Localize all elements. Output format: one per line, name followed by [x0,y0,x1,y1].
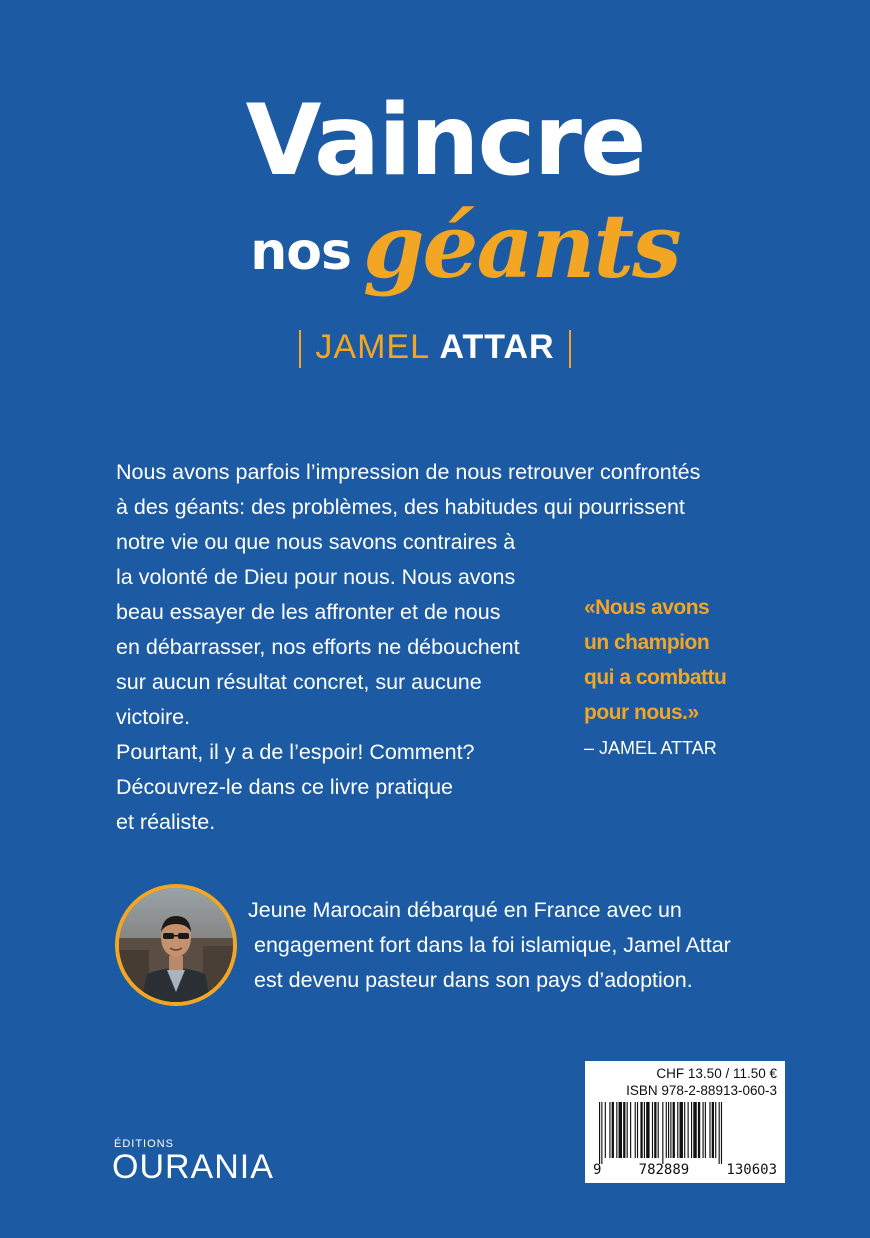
blurb-line: la volonté de Dieu pour nous. Nous avons [116,565,516,589]
barcode-bar [668,1102,669,1158]
blurb-line: Pourtant, il y a de l’espoir! Comment? [116,740,475,764]
bio-line: est devenu pasteur dans son pays d’adoption. [254,968,693,992]
barcode-bar [670,1102,671,1158]
book-title-geants: géants [362,194,680,298]
barcode-bar [635,1102,636,1158]
barcode-bar [599,1102,600,1164]
barcode-bar [627,1102,628,1158]
ean-digit-group2: 130603 [726,1162,777,1178]
ean-digit-lead: 9 [593,1162,602,1178]
barcode-bar [688,1102,689,1158]
barcode-bar [677,1102,678,1158]
barcode-bar [709,1102,710,1158]
barcode-bar [693,1102,696,1158]
publisher-name: OURANIA [112,1148,274,1186]
barcode-bar [680,1102,683,1158]
publisher-label: ÉDITIONS [114,1138,174,1150]
barcode-bar [703,1102,704,1158]
barcode-bar [637,1102,638,1158]
barcode-bar [609,1102,610,1158]
barcode-bar [630,1102,631,1158]
barcode-bar [698,1102,700,1158]
barcode-bar [666,1102,667,1158]
author-first-name: JAMEL [315,328,430,366]
barcode-bar [719,1102,720,1164]
isbn-text: ISBN 978-2-88913-060-3 [626,1083,777,1098]
author-name [0,326,870,368]
barcode-bar [652,1102,653,1158]
barcode-bar [623,1102,625,1158]
blurb-line: beau essayer de les affronter et de nous [116,600,501,624]
blurb-line: Découvrez-le dans ce livre pratique [116,775,453,799]
price-text: CHF 13.50 / 11.50 € [656,1066,777,1081]
pull-quote-attribution: – JAMEL ATTAR [584,738,717,758]
quote-line: pour nous.» [584,701,699,724]
book-title-line2 [0,194,870,298]
bio-line: Jeune Marocain débarqué en France avec un [248,898,682,922]
barcode-bar [691,1102,692,1158]
quote-line: qui a combattu [584,666,727,689]
ean-digits [593,1162,777,1178]
barcode-bar [654,1102,656,1158]
book-title-line1: Vaincre [245,84,645,198]
barcode-panel [585,1061,785,1183]
blurb-line: et réaliste. [116,810,216,834]
author-last-name: ATTAR [439,328,555,366]
author-photo [115,884,237,1006]
blurb-line: en débarrasser, nos efforts ne débouchent [116,635,520,659]
barcode-bar [658,1102,659,1158]
author-right-divider [569,330,571,368]
barcode-bar [644,1102,645,1158]
barcode-bar [619,1102,622,1158]
barcode-bar [662,1102,663,1164]
barcode-bar [715,1102,716,1158]
barcode-bar [646,1102,649,1158]
barcode-bar [601,1102,602,1164]
blurb-line: sur aucun résultat concret, sur aucune [116,670,482,694]
barcode-bar [616,1102,617,1158]
quote-line: un champion [584,631,710,654]
barcode-bar [673,1102,675,1158]
barcode-bar [721,1102,722,1164]
bio-line: engagement fort dans la foi islamique, Jamel Attar [254,933,731,957]
pull-quote [584,590,854,759]
blurb-line: à des géants: des problèmes, des habitudes qui pourrissent [116,495,685,519]
barcode-bar [640,1102,642,1158]
author-portrait-image [119,888,233,1002]
author-left-divider [299,330,301,368]
barcode-image [593,1102,777,1164]
quote-line: «Nous avons [584,596,710,619]
barcode-bar [612,1102,614,1158]
blurb-line: victoire. [116,705,191,729]
book-title-nos: nos [250,222,351,282]
barcode-bar [712,1102,714,1158]
blurb-line: Nous avons parfois l’impression de nous retrouver confrontés [116,460,701,484]
blurb-line: notre vie ou que nous savons contraires à [116,530,516,554]
publisher-logo [112,1138,274,1184]
barcode-bar [605,1102,606,1158]
author-bio [248,893,768,998]
barcode-bar [705,1102,706,1158]
barcode-bar [684,1102,685,1158]
pull-quote-text [584,590,854,730]
ean-digit-group1: 782889 [638,1162,690,1178]
